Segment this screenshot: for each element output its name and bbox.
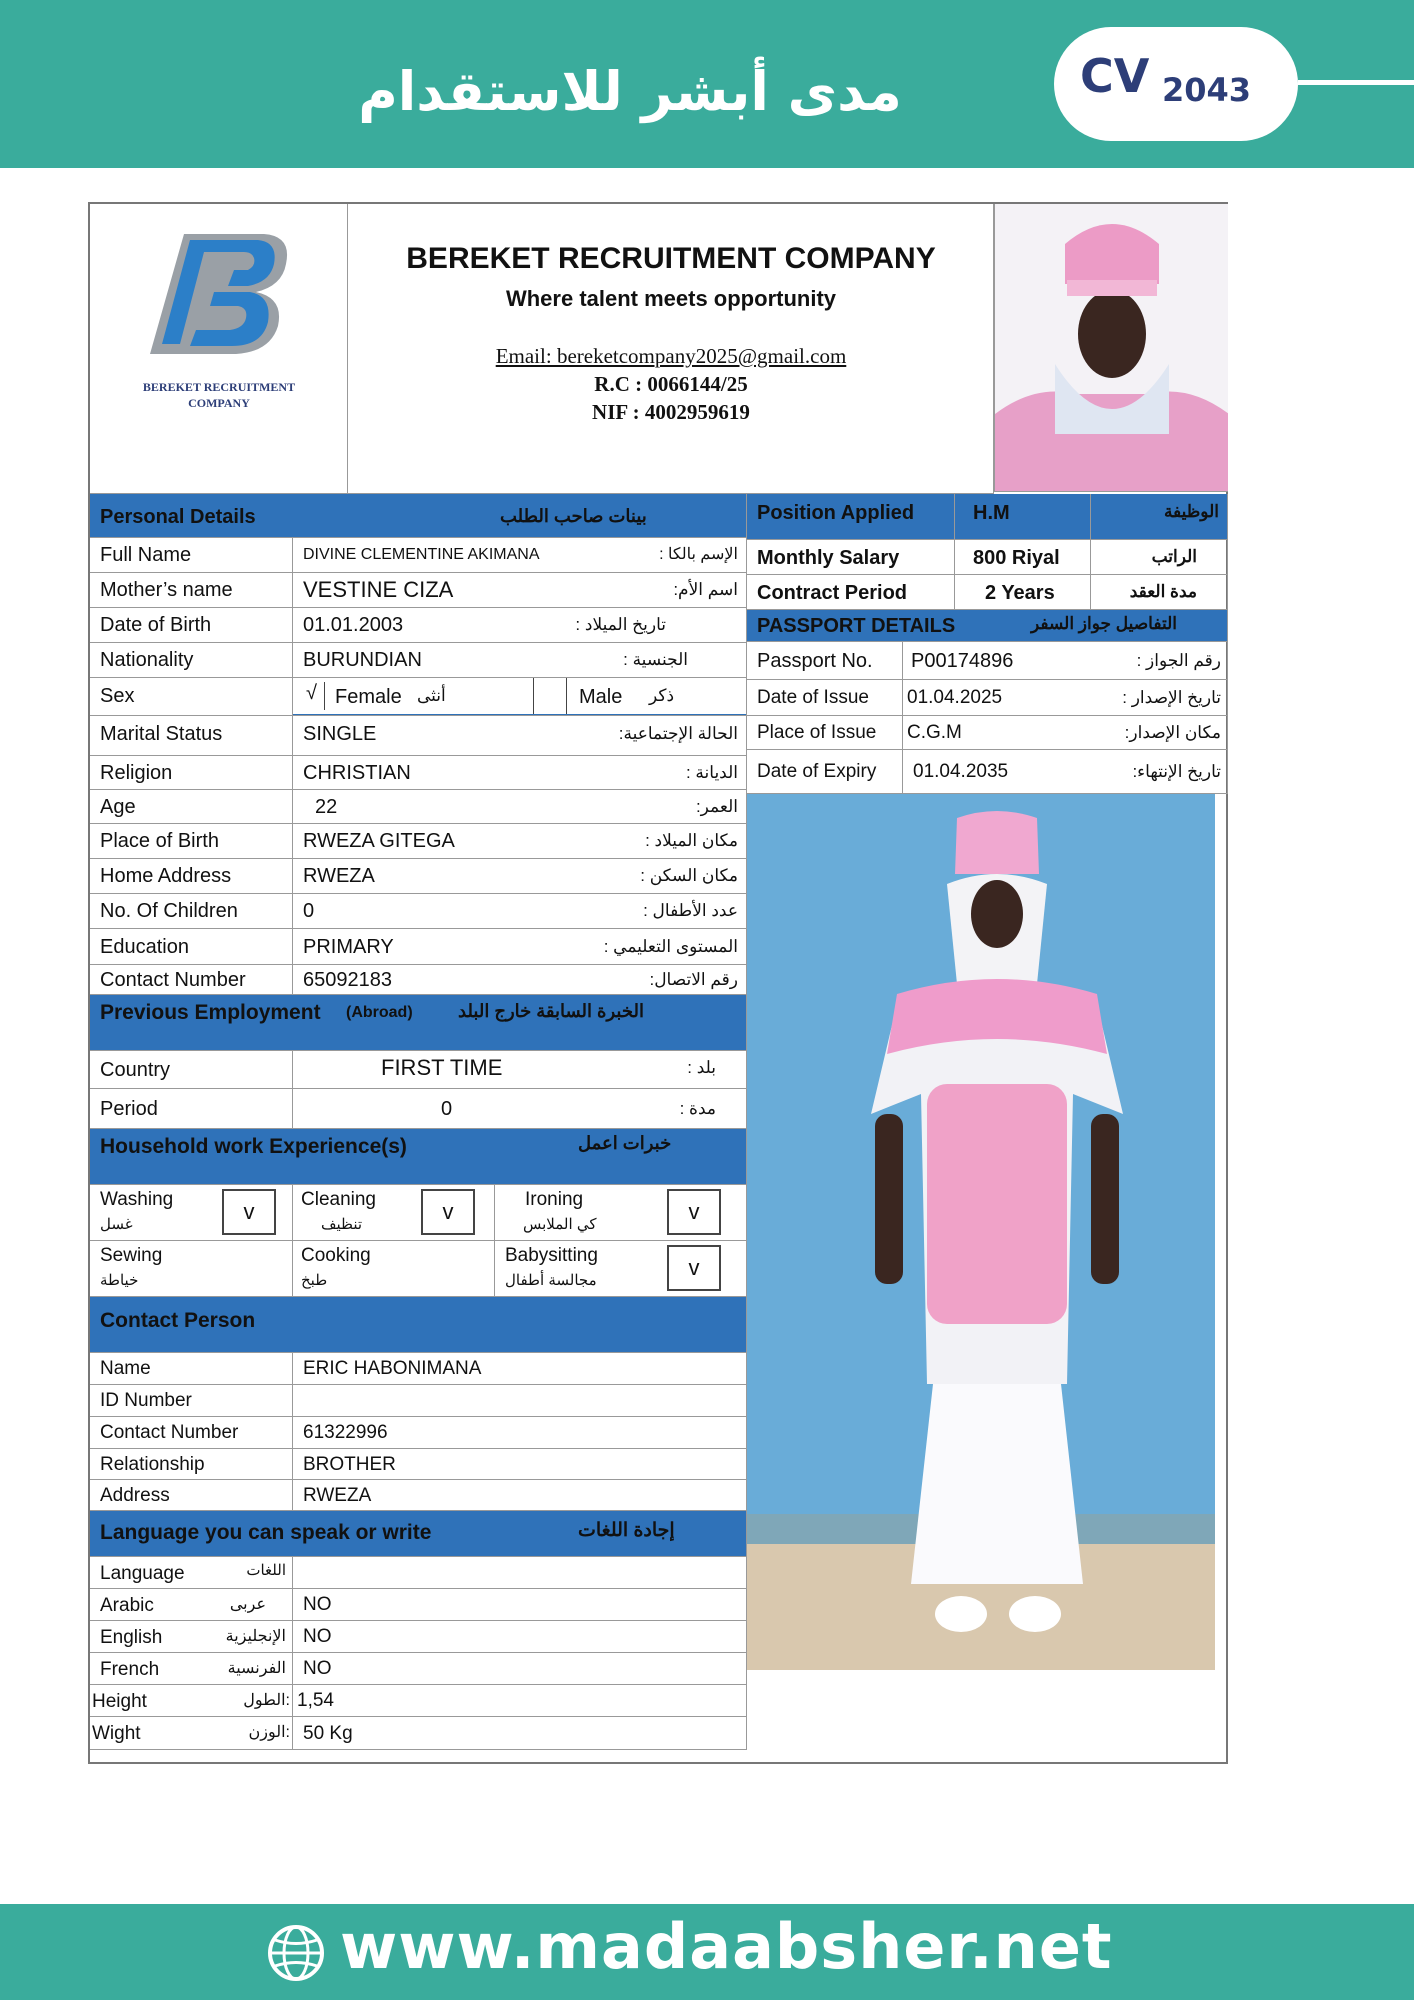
nationality-value [293, 643, 747, 678]
contact-number-ar: رقم الاتصال: [649, 970, 738, 989]
religion-label: Religion [90, 756, 293, 790]
religion-value [293, 756, 747, 790]
issue-date-ar: تاريخ الإصدار : [1122, 688, 1221, 707]
company-tagline: Where talent meets opportunity [505, 286, 837, 311]
education-value [293, 929, 747, 965]
children-label: No. Of Children [90, 894, 293, 929]
salary-label [747, 540, 955, 575]
home-address-label: Home Address [90, 859, 293, 894]
male-label-ar: ذكر [649, 686, 675, 705]
place-of-birth-text: RWEZA GITEGA [303, 830, 455, 852]
logo-text-1: BEREKET RECRUITMENT [142, 380, 296, 394]
period-text: 0 [441, 1098, 453, 1120]
language-col-value [293, 1557, 747, 1589]
period-ar: مدة : [679, 1099, 716, 1118]
contact-relationship-value: BROTHER [293, 1449, 747, 1480]
skill-babysitting-en: Babysitting [505, 1245, 598, 1266]
height-value: 1,54 [293, 1685, 747, 1717]
french-value: NO [293, 1653, 747, 1685]
contract-ar-cell [1091, 575, 1228, 610]
company-info-cell [348, 204, 994, 494]
language-col-ar: اللغات [246, 1562, 286, 1579]
contact-person-header [90, 1297, 747, 1353]
issue-place-text: C.G.M [907, 722, 962, 743]
skill-cooking-en: Cooking [301, 1245, 371, 1266]
skill-washing-en: Washing [100, 1189, 174, 1210]
issue-place-label: Place of Issue [747, 716, 903, 750]
weight-value: 50 Kg [293, 1717, 747, 1750]
contact-address-value: RWEZA [293, 1480, 747, 1511]
age-ar: العمر: [695, 797, 738, 816]
passport-header-en: PASSPORT DETAILS [757, 615, 956, 637]
arabic-ar: عربى [229, 1596, 266, 1613]
contact-name-label: Name [90, 1353, 293, 1385]
cv-document [88, 202, 1228, 1764]
full-body-photo [747, 794, 1215, 1670]
globe-icon [266, 1923, 326, 1983]
education-ar: المستوى التعليمي : [603, 937, 738, 956]
previous-header-en: Previous Employment [100, 1001, 321, 1024]
banner-divider [1298, 80, 1414, 85]
position-applied-label [747, 494, 955, 540]
skill-washing-ar: غسل [100, 1216, 133, 1233]
age-text: 22 [315, 796, 338, 818]
place-of-birth-value [293, 824, 747, 859]
company-email: Email: bereketcompany2025@gmail.com [495, 344, 847, 368]
children-text: 0 [303, 900, 315, 922]
skill-washing-check[interactable]: v [222, 1189, 276, 1235]
country-text: FIRST TIME [381, 1055, 503, 1080]
cv-badge [1054, 27, 1298, 141]
dob-text: 01.01.2003 [303, 614, 404, 636]
mother-name-value [293, 573, 747, 608]
male-label: Male [579, 686, 623, 708]
previous-employment-header [90, 995, 747, 1051]
education-label: Education [90, 929, 293, 965]
position-applied-value [955, 494, 1091, 540]
english-label [90, 1621, 293, 1653]
issue-place-value [903, 716, 1228, 750]
language-col-en: Language [100, 1563, 185, 1584]
french-ar: الفرنسية [227, 1660, 286, 1677]
full-name-value [293, 538, 747, 573]
salary-ar: الراتب [1151, 547, 1197, 566]
portrait-photo [994, 204, 1228, 492]
company-rc: R.C : 0066144/25 [594, 372, 748, 396]
marital-status-ar: الحالة الإجتماعية: [618, 724, 738, 743]
english-value: NO [293, 1621, 747, 1653]
contact-number-label: Contact Number [90, 965, 293, 995]
dob-value [293, 608, 747, 643]
contract-label [747, 575, 955, 610]
agency-title: مدى أبشر للاستقدام [358, 60, 902, 123]
expiry-date-value [903, 750, 1228, 794]
skill-sewing-en: Sewing [100, 1245, 163, 1266]
household-header [90, 1129, 747, 1185]
country-ar: بلد : [687, 1058, 716, 1077]
salary-value [955, 540, 1091, 575]
position-applied-ar-cell [1091, 494, 1228, 540]
passport-header [747, 610, 1228, 642]
place-of-birth-ar: مكان الميلاد : [645, 831, 738, 850]
contact-number-text: 65092183 [303, 969, 392, 991]
place-of-birth-label: Place of Birth [90, 824, 293, 859]
position-applied-en: Position Applied [757, 502, 915, 524]
skill-babysitting [495, 1241, 747, 1297]
passport-no-label: Passport No. [747, 642, 903, 680]
personal-header-en: Personal Details [100, 506, 256, 528]
home-address-text: RWEZA [303, 865, 375, 887]
sex-value [293, 678, 747, 716]
issue-date-value [903, 680, 1228, 716]
nationality-label: Nationality [90, 643, 293, 678]
skill-ironing [495, 1185, 747, 1241]
education-text: PRIMARY [303, 936, 394, 958]
weight-en: Wight [92, 1723, 141, 1744]
mother-name-ar: اسم الأم: [673, 580, 738, 599]
language-col-label [90, 1557, 293, 1589]
personal-details-header [90, 494, 747, 538]
sex-label: Sex [90, 678, 293, 716]
children-value [293, 894, 747, 929]
french-label [90, 1653, 293, 1685]
contract-text: 2 Years [985, 582, 1055, 604]
weight-label [90, 1717, 293, 1750]
skill-washing [90, 1185, 293, 1241]
personal-header-ar: بينات صاحب الطلب [500, 506, 647, 526]
previous-header-ar: الخبرة السابقة خارج البلد [458, 1001, 644, 1021]
contact-address-label: Address [90, 1480, 293, 1511]
marital-status-label: Marital Status [90, 716, 293, 756]
arabic-value: NO [293, 1589, 747, 1621]
website-link[interactable]: www.madaabsher.net [340, 1910, 1113, 1983]
english-ar: الإنجليزية [225, 1628, 286, 1645]
skill-babysitting-check[interactable]: v [667, 1245, 721, 1291]
position-applied-text: H.M [973, 502, 1010, 524]
contact-phone-label: Contact Number [90, 1417, 293, 1449]
age-value [293, 790, 747, 824]
height-en: Height [92, 1691, 147, 1712]
logo-text-2: COMPANY [188, 396, 250, 410]
passport-no-text: P00174896 [911, 650, 1014, 672]
household-header-ar: خبرات اعمل [578, 1133, 672, 1153]
salary-en: Monthly Salary [757, 547, 900, 569]
company-name: BEREKET RECRUITMENT COMPANY [406, 242, 936, 275]
company-nif: NIF : 4002959619 [592, 400, 750, 424]
contact-person-header-text: Contact Person [100, 1309, 256, 1332]
expiry-date-ar: تاريخ الإنتهاء: [1132, 762, 1221, 781]
skill-cleaning-en: Cleaning [301, 1189, 376, 1210]
skill-ironing-en: Ironing [525, 1189, 584, 1210]
age-label: Age [90, 790, 293, 824]
expiry-date-label: Date of Expiry [747, 750, 903, 794]
skill-cleaning-ar: تنظيف [321, 1216, 363, 1233]
language-header-en: Language you can speak or write [100, 1521, 432, 1544]
period-label: Period [90, 1089, 293, 1129]
position-applied-ar: الوظيفة [1163, 502, 1219, 521]
passport-header-ar: التفاصيل جواز السفر [1031, 614, 1177, 633]
skill-sewing-ar: خياطة [100, 1272, 139, 1289]
contact-name-value: ERIC HABONIMANA [293, 1353, 747, 1385]
home-address-value [293, 859, 747, 894]
skill-ironing-ar: كي الملابس [523, 1216, 597, 1233]
contract-ar: مدة العقد [1129, 582, 1197, 601]
female-label: Female [335, 686, 402, 708]
logo-cell [90, 204, 348, 494]
religion-text: CHRISTIAN [303, 762, 411, 784]
full-name-label: Full Name [90, 538, 293, 573]
contact-number-value [293, 965, 747, 995]
contact-relationship-label: Relationship [90, 1449, 293, 1480]
language-header [90, 1511, 747, 1557]
household-header-en: Household work Experience(s) [100, 1135, 407, 1158]
mother-name-text: VESTINE CIZA [303, 577, 454, 602]
female-checkbox[interactable]: √ [299, 682, 325, 710]
issue-place-ar: مكان الإصدار: [1124, 723, 1221, 742]
full-name-text: DIVINE CLEMENTINE AKIMANA [303, 546, 540, 563]
contract-en: Contract Period [757, 582, 908, 604]
language-header-ar: إجادة اللغات [578, 1520, 675, 1541]
issue-date-text: 01.04.2025 [907, 687, 1003, 708]
cv-label: CV [1080, 49, 1150, 103]
contact-id-value [293, 1385, 747, 1417]
skill-cleaning-check[interactable]: v [421, 1189, 475, 1235]
salary-text: 800 Riyal [973, 547, 1060, 569]
marital-status-text: SINGLE [303, 723, 377, 745]
country-label: Country [90, 1051, 293, 1089]
french-en: French [100, 1659, 160, 1680]
children-ar: عدد الأطفال : [643, 901, 738, 920]
contact-phone-value: 61322996 [293, 1417, 747, 1449]
skill-cooking [293, 1241, 495, 1297]
previous-header-small: (Abroad) [346, 1004, 413, 1021]
skill-babysitting-ar: مجالسة أطفال [505, 1272, 597, 1289]
cv-number: 2043 [1162, 71, 1252, 109]
expiry-date-text: 01.04.2035 [913, 761, 1009, 782]
full-body-photo-graphic [747, 794, 1215, 1670]
period-value [293, 1089, 747, 1129]
weight-ar: الوزن: [248, 1724, 290, 1741]
arabic-label [90, 1589, 293, 1621]
salary-ar-cell [1091, 540, 1228, 575]
contract-value [955, 575, 1091, 610]
mother-name-label: Mother’s name [90, 573, 293, 608]
nationality-ar: الجنسية : [623, 650, 688, 669]
issue-date-label: Date of Issue [747, 680, 903, 716]
contact-id-label: ID Number [90, 1385, 293, 1417]
marital-status-value [293, 716, 747, 756]
skill-ironing-check[interactable]: v [667, 1189, 721, 1235]
company-logo-icon [144, 230, 294, 360]
portrait-photo-graphic [995, 204, 1228, 492]
country-value [293, 1051, 747, 1089]
english-en: English [100, 1627, 163, 1648]
dob-label: Date of Birth [90, 608, 293, 643]
height-ar: الطول: [243, 1692, 290, 1709]
passport-no-value [903, 642, 1228, 680]
skill-sewing [90, 1241, 293, 1297]
dob-ar: تاريخ الميلاد : [575, 615, 666, 634]
home-address-ar: مكان السكن : [640, 866, 738, 885]
full-name-ar: الإسم بالكا : [659, 546, 738, 563]
arabic-en: Arabic [100, 1595, 154, 1616]
religion-ar: الديانة : [685, 763, 738, 782]
female-label-ar: أنثى [417, 686, 446, 705]
skill-cooking-ar: طبخ [301, 1272, 328, 1289]
nationality-text: BURUNDIAN [303, 649, 422, 671]
height-label [90, 1685, 293, 1717]
passport-no-ar: رقم الجواز : [1136, 651, 1221, 670]
sex-divider [533, 678, 567, 714]
skill-cleaning [293, 1185, 495, 1241]
